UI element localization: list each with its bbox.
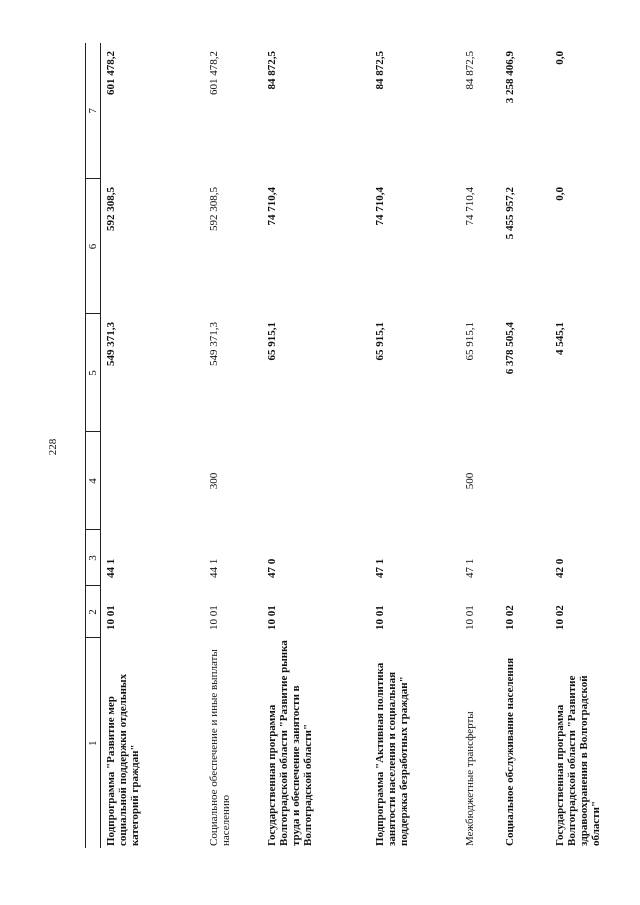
table-row	[101, 43, 204, 848]
row-section: 10 01	[207, 605, 220, 630]
row-value-6: 74 710,4	[265, 187, 278, 226]
row-expense-type	[370, 432, 460, 530]
row-value-7: 84 872,5	[373, 51, 386, 90]
header-col-2: 2	[86, 586, 101, 638]
row-value-5: 65 915,1	[373, 322, 386, 361]
row-value-7: 84 872,5	[265, 51, 278, 90]
row-section: 10 01	[463, 605, 476, 630]
row-program: 44 1	[105, 558, 117, 578]
row-value-5: 65 915,1	[265, 322, 278, 361]
row-section: 10 01	[265, 605, 278, 630]
row-value-5: 4 545,1	[553, 322, 566, 355]
row-value-6: 592 308,5	[105, 187, 117, 231]
row-expense-type	[500, 432, 550, 530]
budget-table	[85, 43, 622, 848]
page-number: 228	[47, 438, 59, 456]
row-value-5: 549 371,3	[105, 322, 117, 366]
row-value-6: 5 455 957,2	[503, 187, 516, 240]
row-name: Государственная программа Волгоградской области "Развитие здравоохранения в Волгоградской области"	[553, 675, 602, 846]
row-value-6: 592 308,5	[207, 187, 220, 231]
row-section: 10 02	[553, 605, 566, 630]
header-col-4: 4	[86, 432, 101, 530]
row-value-6: 74 710,4	[373, 187, 386, 226]
row-expense-type: 300	[207, 472, 220, 490]
row-value-6: 0,0	[553, 187, 566, 201]
table-row	[370, 43, 460, 848]
row-name: Межбюджетные трансферты	[463, 711, 476, 846]
header-col-1: 1	[86, 638, 101, 848]
table-row	[262, 43, 370, 848]
row-value-7: 3 258 406,9	[503, 51, 516, 104]
row-program	[500, 530, 550, 586]
row-value-5: 549 371,3	[207, 322, 220, 366]
table-row	[460, 43, 500, 848]
row-name: Государственная программа Волгоградской области "Развитие рынка труда и обеспечение занятости в Волгоградской области"	[265, 640, 314, 846]
row-expense-type	[262, 432, 370, 530]
header-col-7: 7	[86, 43, 101, 179]
row-value-5: 6 378 505,4	[503, 322, 516, 375]
row-name: Социальное обеспечение и иные выплаты населению	[207, 649, 232, 846]
row-expense-type	[101, 432, 204, 530]
table-row	[550, 43, 622, 848]
row-section: 10 02	[503, 605, 516, 630]
table-row	[204, 43, 262, 848]
row-value-5: 65 915,1	[463, 322, 476, 361]
row-name: Социальное обслуживание населения	[503, 657, 516, 846]
header-col-6: 6	[86, 179, 101, 314]
row-section: 10 01	[373, 605, 386, 630]
table-row	[500, 43, 550, 848]
table-header-row	[86, 43, 101, 848]
row-value-7: 601 478,2	[105, 51, 117, 95]
header-col-3: 3	[86, 530, 101, 586]
header-col-5: 5	[86, 314, 101, 432]
row-name: Подпрограмма "Активная политика занятости населения и социальная поддержка безработных граждан"	[373, 662, 410, 846]
row-program: 44 1	[207, 558, 220, 578]
row-program: 42 0	[553, 558, 566, 578]
row-name: Подпрограмма "Развитие мер социальной поддержки отдельных категорий граждан"	[105, 673, 141, 846]
row-value-7: 0,0	[553, 51, 566, 65]
row-expense-type: 500	[463, 472, 476, 490]
row-section: 10 01	[105, 605, 117, 630]
row-expense-type	[550, 432, 622, 530]
row-value-7: 84 872,5	[463, 51, 476, 90]
row-value-6: 74 710,4	[463, 187, 476, 226]
rotated-table-container	[85, 43, 620, 848]
row-program: 47 1	[373, 558, 386, 578]
row-program: 47 0	[265, 558, 278, 578]
row-value-7: 601 478,2	[207, 51, 220, 95]
row-program: 47 1	[463, 558, 476, 578]
